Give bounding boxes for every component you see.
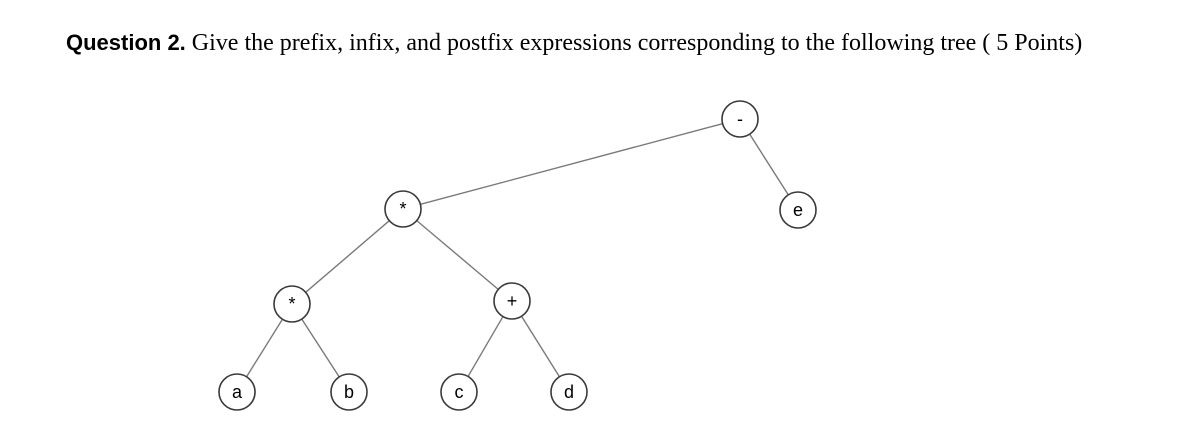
tree-node-c xyxy=(441,374,477,410)
tree-node-a xyxy=(219,374,255,410)
tree-node-label: * xyxy=(288,294,296,314)
tree-node-label: - xyxy=(737,109,743,129)
question-body: Give the prefix, infix, and postfix expressions corresponding to the following tree ( 5 Points) xyxy=(185,30,1083,56)
tree-node-b xyxy=(331,374,367,410)
tree-node-mult-left xyxy=(274,286,310,322)
tree-edges xyxy=(247,124,789,377)
tree-node-label: d xyxy=(563,382,575,402)
tree-node-label: + xyxy=(506,291,518,311)
tree-node-mult-top xyxy=(385,191,421,227)
tree-edge-plus-d xyxy=(522,316,560,376)
tree-nodes xyxy=(219,101,816,410)
tree-edge-plus-c xyxy=(468,317,503,377)
tree-node-label: c xyxy=(454,382,464,402)
tree-node-e xyxy=(780,192,816,228)
tree-edge-root-e xyxy=(750,134,789,195)
tree-edge-mult-left-b xyxy=(302,319,339,377)
tree-edge-mult-left-a xyxy=(247,319,283,376)
tree-node-d xyxy=(551,374,587,410)
tree-edge-root-mult-top xyxy=(420,124,722,205)
tree-node-label: a xyxy=(231,382,243,402)
tree-edge-mult-top-plus xyxy=(417,221,498,290)
tree-node-plus xyxy=(494,283,530,319)
tree-node-label: e xyxy=(792,200,804,220)
tree-node-root xyxy=(722,101,758,137)
tree-edge-mult-top-mult-left xyxy=(306,221,390,293)
tree-node-label: * xyxy=(399,199,407,219)
question-label: Question 2. xyxy=(66,30,186,55)
tree-node-label: b xyxy=(343,382,355,402)
